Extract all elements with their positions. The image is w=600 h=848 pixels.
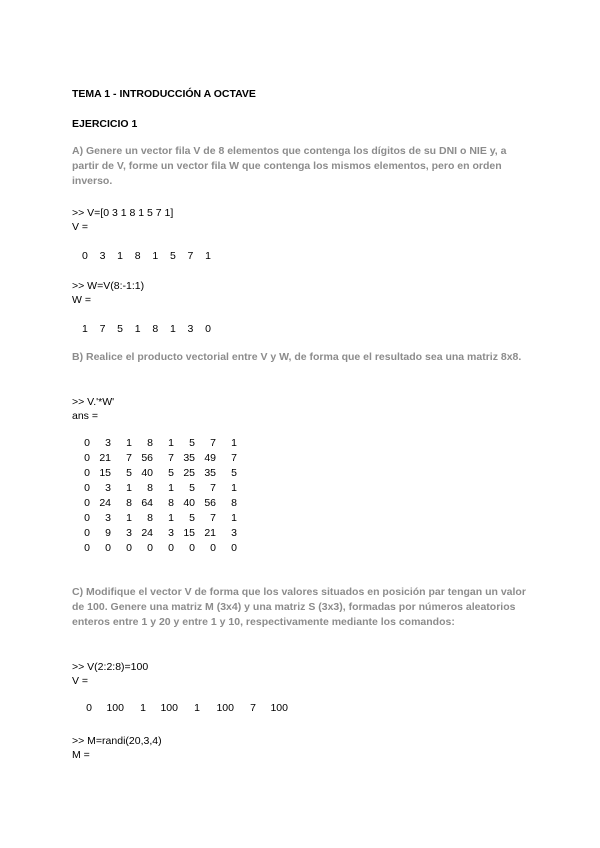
vector-element: 7 xyxy=(250,702,256,714)
matrix-cell: 3 xyxy=(105,482,111,494)
matrix-cell: 1 xyxy=(126,482,132,494)
matrix-cell: 0 xyxy=(84,437,90,449)
matrix-cell: 8 xyxy=(147,482,153,494)
matrix-cell: 3 xyxy=(105,512,111,524)
matrix-cell: 5 xyxy=(189,482,195,494)
matrix-cell: 0 xyxy=(84,482,90,494)
matrix-cell: 3 xyxy=(126,527,132,539)
matrix-cell: 8 xyxy=(231,497,237,509)
matrix-cell: 7 xyxy=(126,452,132,464)
matrix-cell: 15 xyxy=(99,467,111,479)
matrix-cell: 1 xyxy=(168,482,174,494)
matrix-cell: 0 xyxy=(84,467,90,479)
matrix-cell: 35 xyxy=(183,452,195,464)
matrix-cell: 5 xyxy=(168,467,174,479)
result-matrix xyxy=(70,436,237,556)
matrix-cell: 0 xyxy=(210,542,216,554)
matrix-cell: 0 xyxy=(84,497,90,509)
vector-w: 1 7 5 1 8 1 3 0 xyxy=(82,323,211,335)
matrix-cell: 40 xyxy=(141,467,153,479)
matrix-cell: 25 xyxy=(183,467,195,479)
matrix-cell: 5 xyxy=(126,467,132,479)
matrix-cell: 8 xyxy=(126,497,132,509)
matrix-cell: 7 xyxy=(210,437,216,449)
matrix-cell: 0 xyxy=(126,542,132,554)
matrix-cell: 24 xyxy=(141,527,153,539)
question-c: C) Modifique el vector V de forma que los valores situados en posición par tengan un valor de 100. Genere una matriz M (3x4) y una matriz S (3x3), formadas por números aleatorios enteros entre 1 y 20 y entre 1 y 10, respectivamente mediante los comandos: xyxy=(72,586,526,628)
matrix-cell: 0 xyxy=(231,542,237,554)
vector-element: 0 xyxy=(86,702,92,714)
matrix-row xyxy=(70,511,237,526)
question-a: A) Genere un vector fila V de 8 elementos que contenga los dígitos de su DNI o NIE y, a partir de V, forme un vector fila W que contenga los mismos elementos, pero en orden inverso. xyxy=(72,145,507,187)
matrix-cell: 1 xyxy=(231,482,237,494)
matrix-row xyxy=(70,481,237,496)
vector-element: 100 xyxy=(160,702,178,714)
matrix-cell: 7 xyxy=(210,512,216,524)
command-randi: >> M=randi(20,3,4) xyxy=(72,735,162,747)
matrix-row xyxy=(70,526,237,541)
question-b: B) Realice el producto vectorial entre V y W, de forma que el resultado sea una matriz 8x8. xyxy=(72,351,522,363)
vector-element: 100 xyxy=(270,702,288,714)
command-product: >> V.'*W' xyxy=(72,396,115,408)
matrix-cell: 5 xyxy=(231,467,237,479)
matrix-cell: 1 xyxy=(168,437,174,449)
matrix-cell: 24 xyxy=(99,497,111,509)
output-label-v: V = xyxy=(72,221,89,233)
matrix-cell: 1 xyxy=(231,437,237,449)
matrix-cell: 1 xyxy=(168,512,174,524)
matrix-row xyxy=(70,541,237,556)
matrix-cell: 56 xyxy=(141,452,153,464)
matrix-cell: 7 xyxy=(231,452,237,464)
command-modify-v: >> V(2:2:8)=100 xyxy=(72,661,149,673)
matrix-cell: 0 xyxy=(84,527,90,539)
vector-element: 1 xyxy=(140,702,146,714)
matrix-cell: 3 xyxy=(231,527,237,539)
matrix-cell: 7 xyxy=(210,482,216,494)
vector-v-modified xyxy=(72,702,288,714)
matrix-cell: 0 xyxy=(84,452,90,464)
matrix-row xyxy=(70,451,237,466)
matrix-cell: 1 xyxy=(126,512,132,524)
matrix-cell: 49 xyxy=(204,452,216,464)
matrix-cell: 15 xyxy=(183,527,195,539)
matrix-cell: 5 xyxy=(189,512,195,524)
vector-element: 100 xyxy=(106,702,124,714)
matrix-cell: 9 xyxy=(105,527,111,539)
vector-v: 0 3 1 8 1 5 7 1 xyxy=(82,250,211,262)
command-define-w: >> W=V(8:-1:1) xyxy=(72,280,145,292)
matrix-cell: 0 xyxy=(168,542,174,554)
matrix-row xyxy=(70,436,237,451)
exercise-heading: EJERCICIO 1 xyxy=(72,118,138,130)
output-label-v2: V = xyxy=(72,675,89,687)
matrix-cell: 64 xyxy=(141,497,153,509)
matrix-cell: 8 xyxy=(147,437,153,449)
matrix-cell: 0 xyxy=(84,542,90,554)
matrix-cell: 0 xyxy=(147,542,153,554)
matrix-cell: 8 xyxy=(168,497,174,509)
matrix-cell: 0 xyxy=(189,542,195,554)
matrix-cell: 8 xyxy=(147,512,153,524)
output-label-ans: ans = xyxy=(72,410,98,422)
vector-element: 100 xyxy=(216,702,234,714)
matrix-cell: 1 xyxy=(231,512,237,524)
vector-element: 1 xyxy=(194,702,200,714)
matrix-cell: 5 xyxy=(189,437,195,449)
matrix-cell: 0 xyxy=(105,542,111,554)
command-define-v: >> V=[0 3 1 8 1 5 7 1] xyxy=(72,207,174,219)
matrix-cell: 40 xyxy=(183,497,195,509)
matrix-cell: 21 xyxy=(99,452,111,464)
matrix-cell: 3 xyxy=(168,527,174,539)
matrix-cell: 21 xyxy=(204,527,216,539)
matrix-cell: 0 xyxy=(84,512,90,524)
matrix-cell: 1 xyxy=(126,437,132,449)
matrix-row xyxy=(70,496,237,511)
output-label-m: M = xyxy=(72,749,90,761)
matrix-row xyxy=(70,466,237,481)
matrix-cell: 56 xyxy=(204,497,216,509)
matrix-cell: 7 xyxy=(168,452,174,464)
matrix-cell: 3 xyxy=(105,437,111,449)
output-label-w: W = xyxy=(72,294,91,306)
matrix-cell: 35 xyxy=(204,467,216,479)
document-title: TEMA 1 - INTRODUCCIÓN A OCTAVE xyxy=(72,88,256,100)
